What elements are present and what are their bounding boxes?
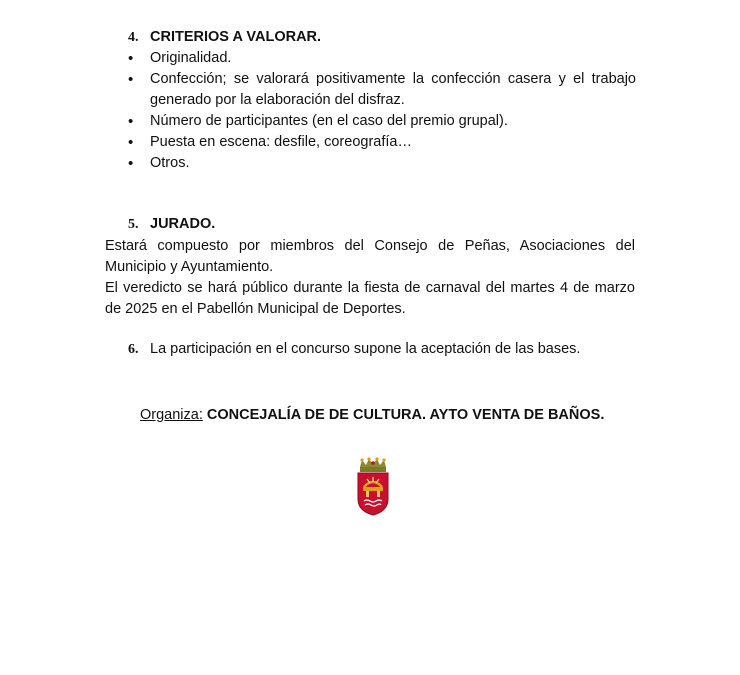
- list-item: • Número de participantes (en el caso del premio grupal).: [128, 111, 636, 132]
- section-4-number: 4.: [128, 30, 139, 45]
- section-6-text: La participación en el concurso supone la aceptación de las bases.: [150, 341, 581, 357]
- jury-composition-paragraph: Estará compuesto por miembros del Consejo de Peñas, Asociaciones del Municipio y Ayuntamiento.: [105, 238, 635, 275]
- crown-band: [360, 467, 386, 472]
- list-item: • Otros.: [128, 153, 636, 174]
- organizer-name: CONCEJALÍA DE DE CULTURA. AYTO VENTA DE BAÑOS.: [206, 407, 605, 423]
- verdict-paragraph: El veredicto se hará público durante la fiesta de carnaval del martes 4 de marzo de 2025 en el Pabellón Municipal de Deportes.: [105, 280, 635, 317]
- criteria-list: [128, 48, 636, 174]
- organizer-label: Organiza:: [140, 407, 203, 423]
- list-item: • Originalidad.: [128, 48, 636, 69]
- list-item: • Puesta en escena: desfile, coreografía…: [128, 132, 636, 153]
- municipal-coat-of-arms-icon: [354, 457, 392, 517]
- section-5-number: 5.: [128, 217, 139, 232]
- list-item: • Confección; se valorará positivamente la confección casera y el trabajo generado por la elaboración del disfraz.: [128, 69, 636, 111]
- section-6: [128, 341, 580, 358]
- section-5-title: JURADO.: [150, 216, 216, 232]
- organizer-line: [140, 407, 604, 423]
- section-4-title: CRITERIOS A VALORAR.: [150, 29, 322, 45]
- section-5-heading: [128, 216, 215, 233]
- section-6-number: 6.: [128, 342, 139, 357]
- section-4-heading: [128, 29, 321, 46]
